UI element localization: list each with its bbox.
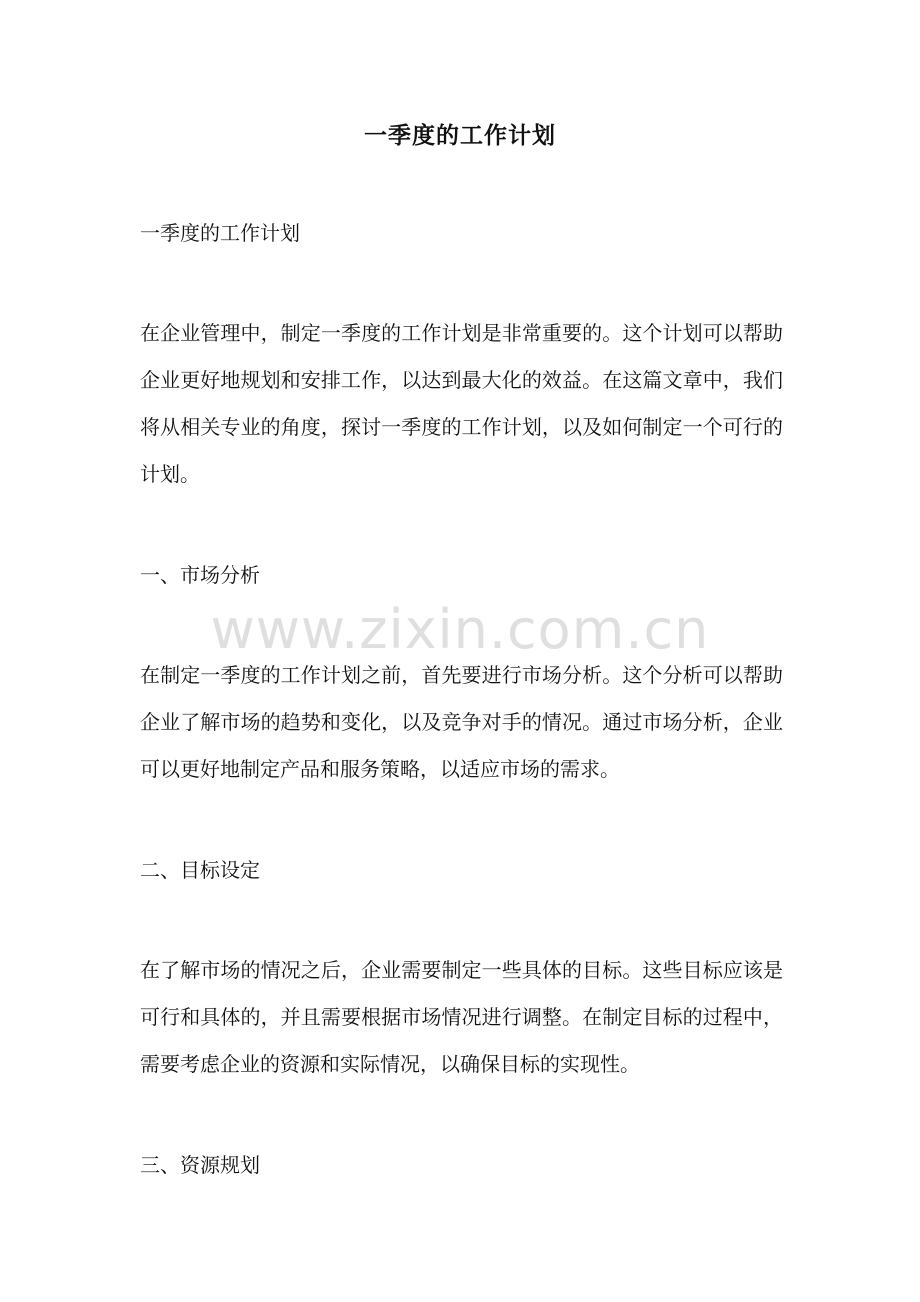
section-body-market-analysis: 在制定一季度的工作计划之前，首先要进行市场分析。这个分析可以帮助企业了解市场的趋势和变化，以及竞争对手的情况。通过市场分析，企业可以更好地制定产品和服务策略，以适应市场的需求。 bbox=[140, 663, 783, 781]
section-heading-market-analysis: 一、市场分析 bbox=[140, 563, 260, 587]
watermark: www.zixin.com.cn bbox=[210, 598, 710, 661]
document-title: 一季度的工作计划 bbox=[364, 122, 556, 149]
section-heading-resource-planning: 三、资源规划 bbox=[140, 1153, 260, 1177]
document-subtitle: 一季度的工作计划 bbox=[140, 221, 300, 245]
intro-paragraph: 在企业管理中，制定一季度的工作计划是非常重要的。这个计划可以帮助企业更好地规划和安排工作，以达到最大化的效益。在这篇文章中，我们将从相关专业的角度，探讨一季度的工作计划，以及如何制定一个可行的计划。 bbox=[140, 321, 783, 486]
document-body bbox=[140, 212, 783, 1186]
section-body-goal-setting: 在了解市场的情况之后，企业需要制定一些具体的目标。这些目标应该是可行和具体的，并且需要根据市场情况进行调整。在制定目标的过程中，需要考虑企业的资源和实际情况，以确保目标的实现性。 bbox=[140, 958, 783, 1076]
section-heading-goal-setting: 二、目标设定 bbox=[140, 858, 260, 882]
